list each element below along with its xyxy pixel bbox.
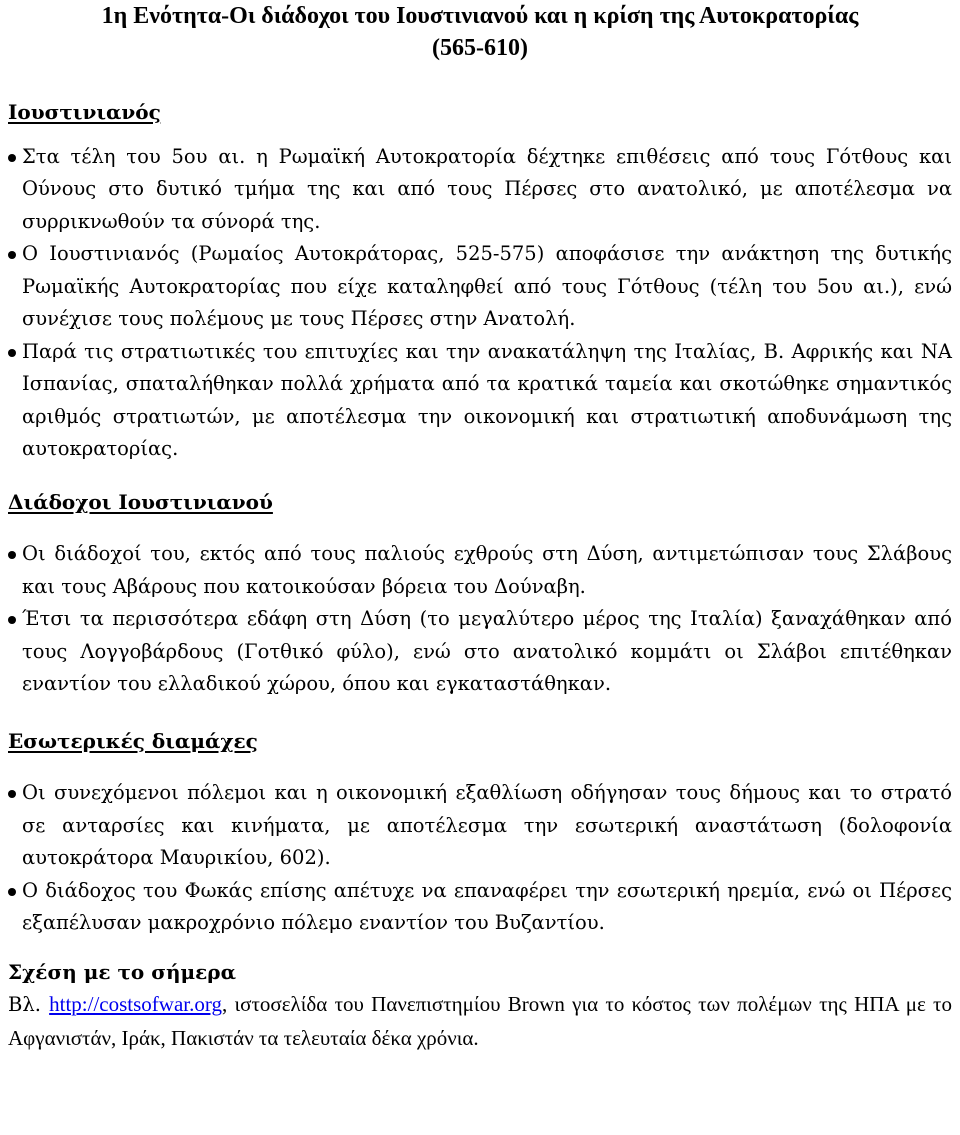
bullet-list-justinian [8,141,952,466]
costsofwar-link[interactable]: http://costsofwar.org [49,992,222,1016]
list-item: Παρά τις στρατιωτικές του επιτυχίες και την ανακατάληψη της Ιταλίας, Β. Αφρικής και ΝΑ Ισπανίας, σπαταλήθηκαν πολλά χρήματα από τα κρατικά ταμεία και σκοτώθηκε σημαντικός αριθμός στρατιωτών, με αποτέλεσμα την οικονομική και στρατιωτική αποδυνάμωση της αυτοκρατορίας. [8,336,952,466]
list-item: Οι διάδοχοί του, εκτός από τους παλιούς εχθρούς στη Δύση, αντιμετώπισαν τους Σλάβους και τους Αβάρους που κατοικούσαν βόρεια του Δούναβη. [8,538,952,603]
page-title-line-2: (565-610) [432,35,528,61]
reference-suffix: , ιστοσελίδα του Πανεπιστημίου Brown για το κόστος των πολέμων της ΗΠΑ με το Αφγανιστάν, Ιράκ, Πακιστάν τα τελευταία δέκα χρόνια. [8,992,953,1050]
section-heading-successors: Διάδοχοι Ιουστινιανού [8,489,273,514]
bullet-list-internal-conflicts [8,777,952,940]
reference-paragraph [8,988,952,1055]
section-heading-internal-conflicts: Εσωτερικές διαμάχες [8,728,258,753]
page-title [8,0,952,64]
section-heading-justinian: Ιουστινιανός [8,100,161,124]
section-heading-today: Σχέση με το σήμερα [8,959,236,984]
list-item: Ο διάδοχος του Φωκάς επίσης απέτυχε να επαναφέρει την εσωτερική ηρεμία, ενώ οι Πέρσες εξαπέλυσαν μακροχρόνιο πόλεμο εναντίον του Βυζαντίου. [8,875,952,940]
page-title-line-1: 1η Ενότητα-Οι διάδοχοι του Ιουστινιανού και η κρίση της Αυτοκρατορίας [101,3,859,29]
reference-prefix: Βλ. [8,993,50,1016]
list-item: Έτσι τα περισσότερα εδάφη στη Δύση (το μεγαλύτερο μέρος της Ιταλία) ξαναχάθηκαν από τους Λογγοβάρδους (Γοτθικό φύλο), ενώ στο ανατολικό κομμάτι οι Σλάβοι επιτέθηκαν εναντίον του ελλαδικού χώρου, όπου και εγκαταστάθηκαν. [8,603,952,701]
list-item: Ο Ιουστινιανός (Ρωμαίος Αυτοκράτορας, 525-575) αποφάσισε την ανάκτηση της δυτικής Ρωμαϊκής Αυτοκρατορίας που είχε καταληφθεί από τους Γότθους (τέλη του 5ου αι.), ενώ συνέχισε τους πολέμους με τους Πέρσες στην Ανατολή. [8,238,952,336]
list-item: Οι συνεχόμενοι πόλεμοι και η οικονομική εξαθλίωση οδήγησαν τους δήμους και το στρατό σε ανταρσίες και κινήματα, με αποτέλεσμα την εσωτερική αναστάτωση (δολοφονία αυτοκράτορα Μαυρικίου, 602). [8,777,952,875]
document-page [8,0,952,1055]
list-item: Στα τέλη του 5ου αι. η Ρωμαϊκή Αυτοκρατορία δέχτηκε επιθέσεις από τους Γότθους και Ούνους στο δυτικό τμήμα της και από τους Πέρσες στο ανατολικό, με αποτέλεσμα να συρρικνωθούν τα σύνορά της. [8,141,952,239]
bullet-list-successors [8,538,952,701]
